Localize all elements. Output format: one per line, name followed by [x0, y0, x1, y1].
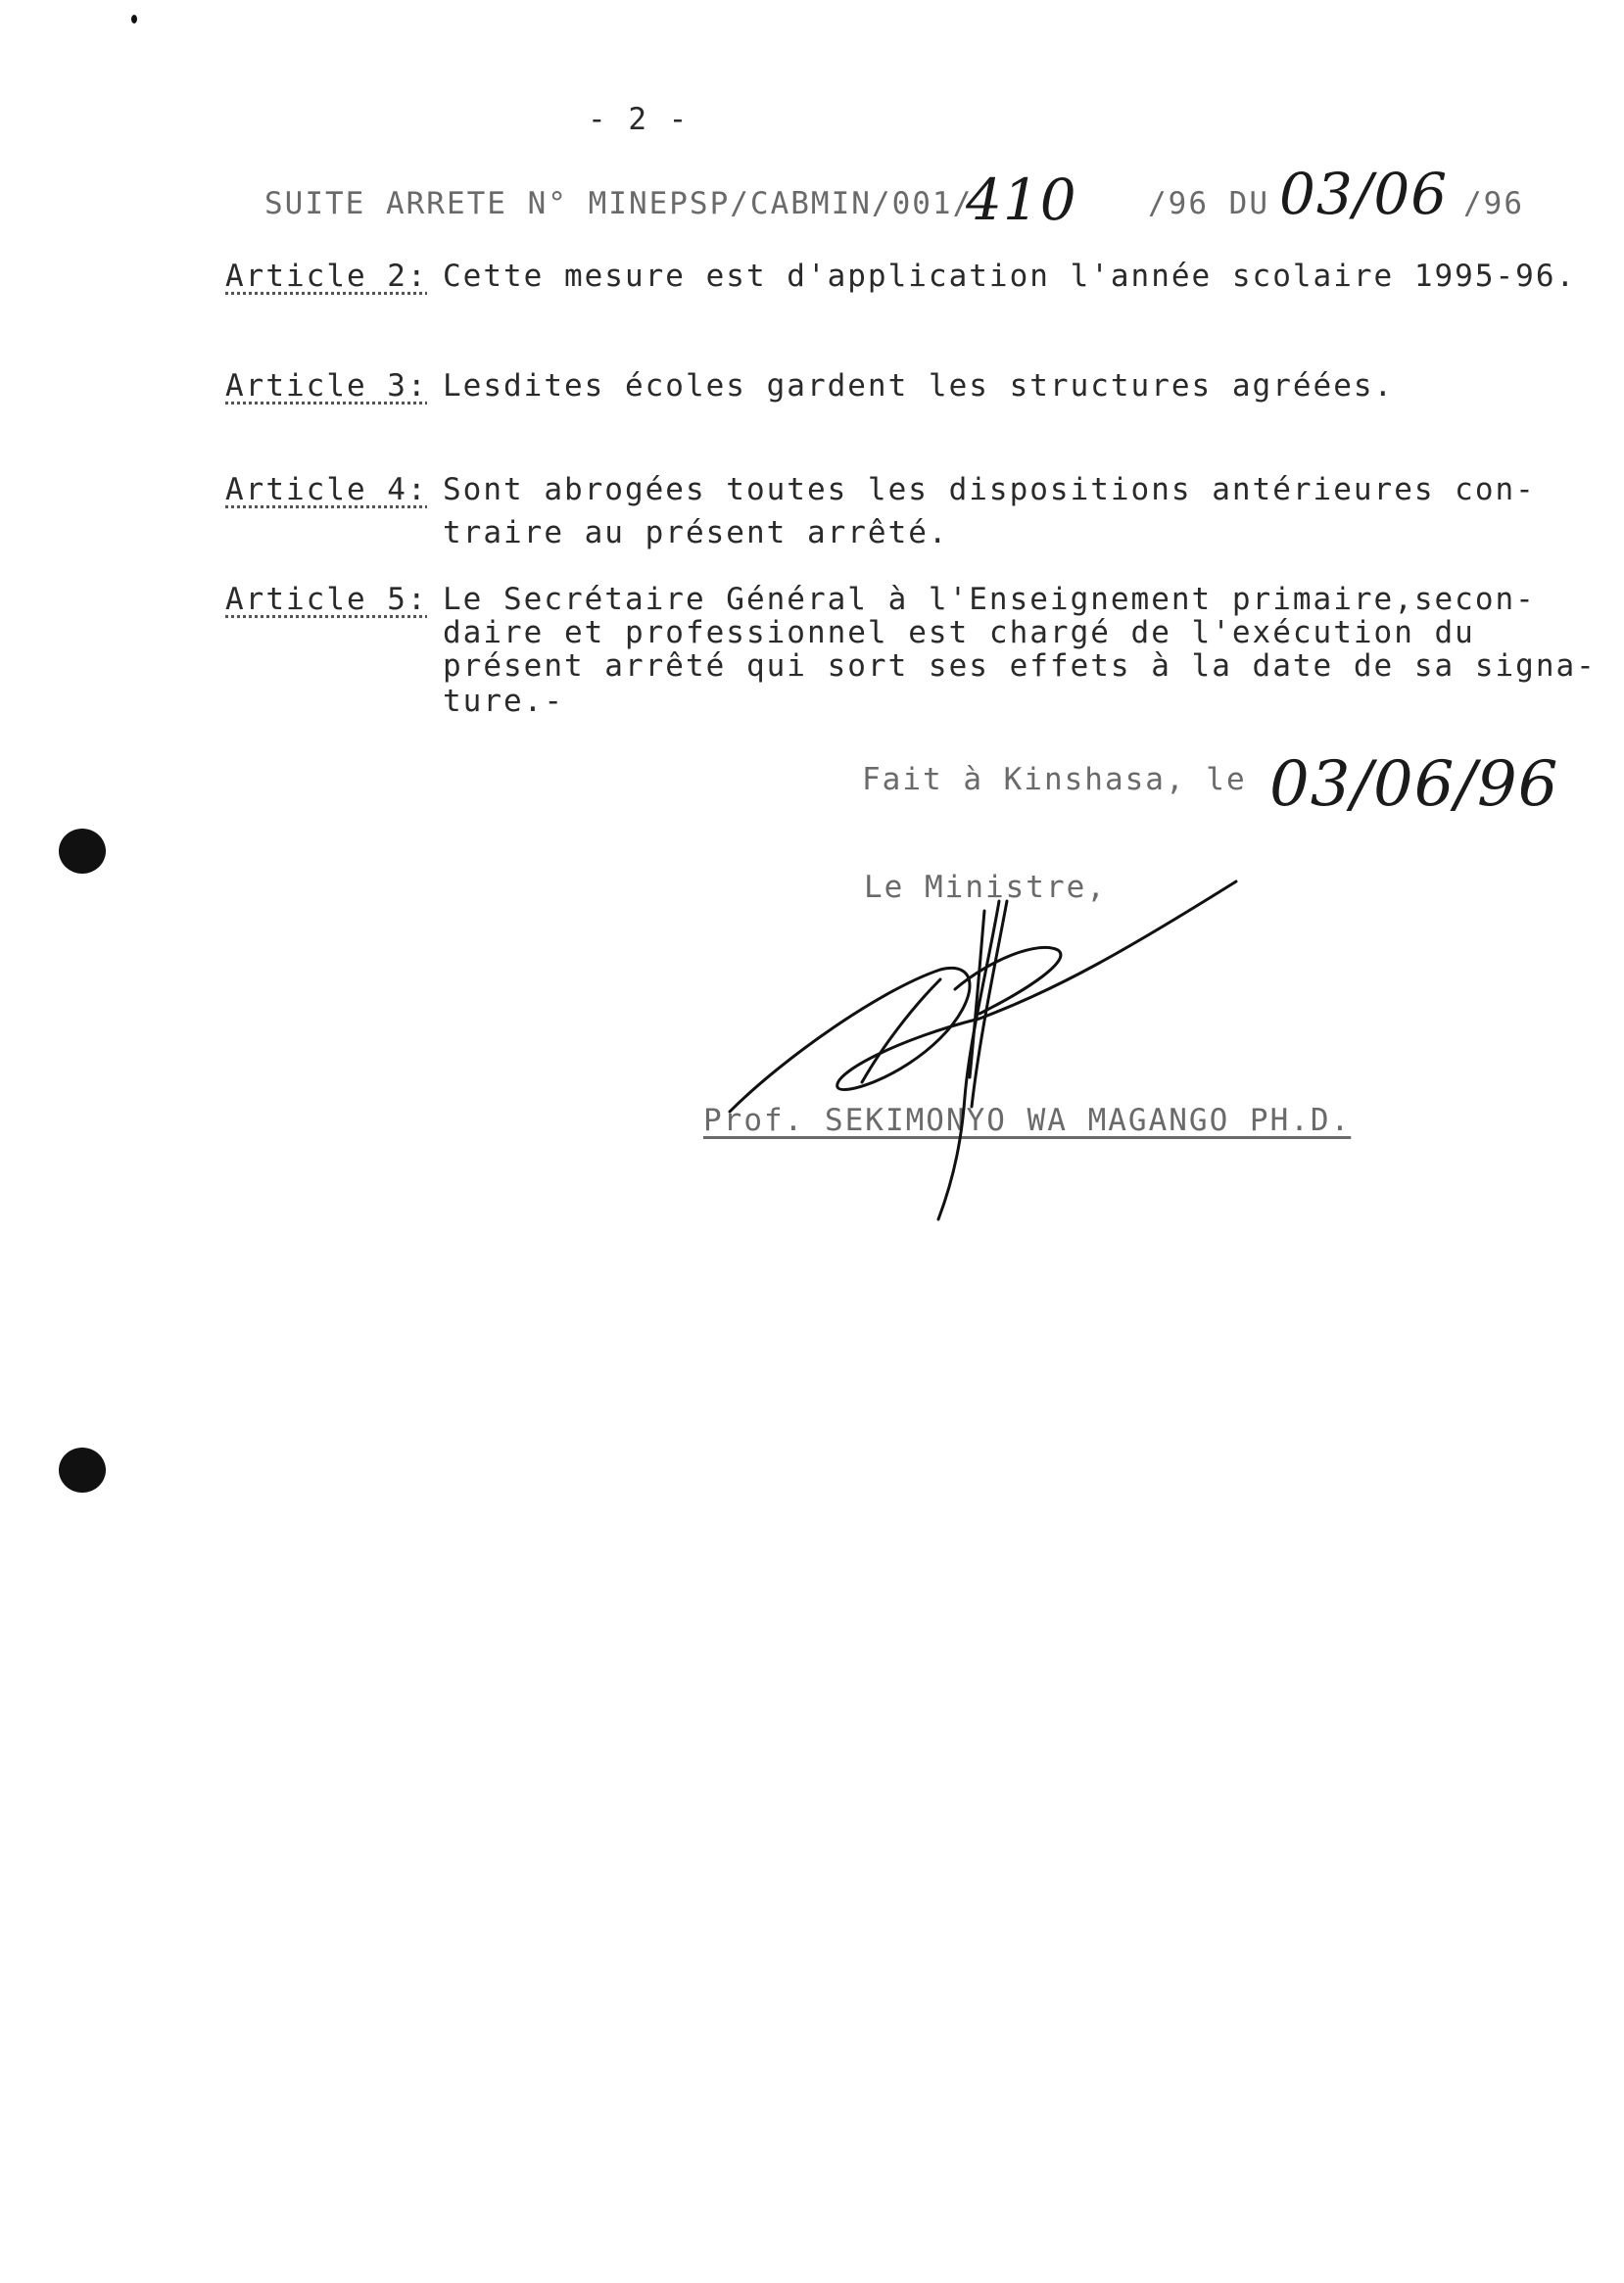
signatory-name: Prof. SEKIMONYO WA MAGANGO PH.D. [703, 1103, 1352, 1138]
article-label: Article 3: [225, 368, 428, 404]
article-text: Cette mesure est d'application l'année scolaire 1995-96. [443, 259, 1577, 294]
article-text: Lesdites écoles gardent les structures agréées. [443, 368, 1395, 404]
page-number: - 2 - [588, 102, 690, 137]
punch-hole [59, 829, 106, 874]
punch-hole [59, 1448, 106, 1493]
article-text: Le Secrétaire Général à l'Enseignement primaire,secon- [443, 582, 1536, 617]
reference-suffix: /96 [1463, 186, 1524, 221]
place-date-printed: Fait à Kinshasa, le [862, 762, 1247, 797]
reference-date-handwritten: 03/06 [1279, 161, 1449, 227]
article-text: Sont abrogées toutes les dispositions antérieures con- [443, 472, 1536, 507]
reference-number-handwritten: 410 [966, 166, 1077, 233]
article-text: traire au présent arrêté. [443, 515, 949, 550]
reference-prefix: SUITE ARRETE N° MINEPSP/CABMIN/001/ [264, 186, 974, 221]
article-text: daire et professionnel est chargé de l'exécution du [443, 615, 1475, 650]
signatory-title: Le Ministre, [864, 870, 1107, 905]
article-text: ture.- [443, 684, 564, 719]
article-label: Article 5: [225, 582, 428, 617]
place-date-handwritten: 03/06/96 [1269, 748, 1559, 821]
article-label: Article 2: [225, 259, 428, 294]
article-text: présent arrêté qui sort ses effets à la date de sa signa- [443, 648, 1597, 684]
article-label: Article 4: [225, 472, 428, 507]
reference-mid: /96 DU [1148, 186, 1269, 221]
